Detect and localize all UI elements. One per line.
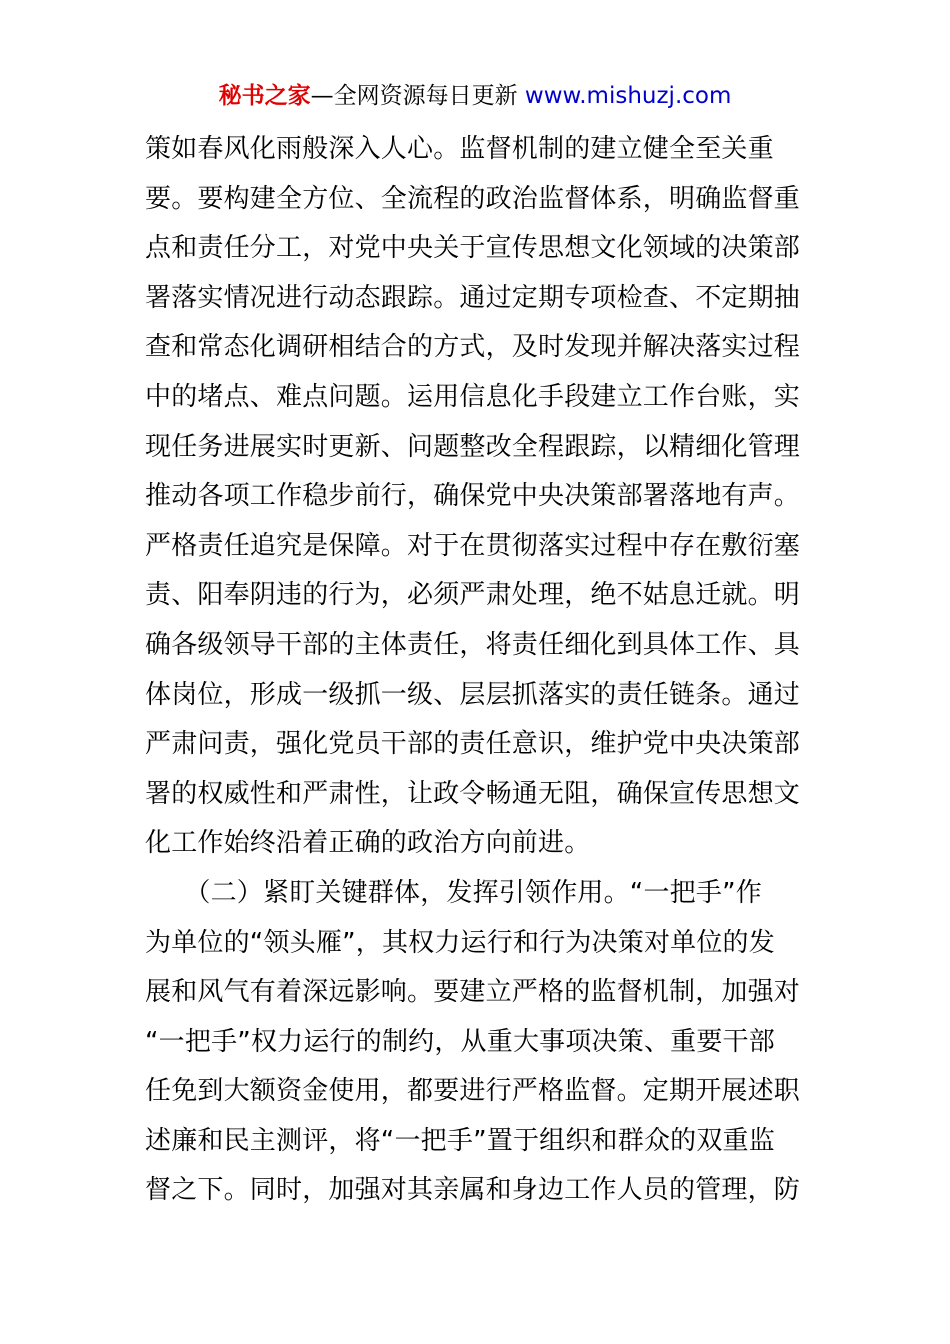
header-tagline: —全网资源每日更新 [310,83,518,109]
text-line: 点和责任分工，对党中央关于宣传思想文化领域的决策部 [145,233,801,264]
text-line: 展和风气有着深远影响。要建立严格的监督机制，加强对 [145,977,801,1008]
text-line: 中的堵点、难点问题。运用信息化手段建立工作台账，实 [145,381,801,412]
text-line: 严肃问责，强化党员干部的责任意识，维护党中央决策部 [145,729,801,760]
text-line: 确各级领导干部的主体责任，将责任细化到具体工作、具 [145,629,801,660]
text-line: 推动各项工作稳步前行，确保党中央决策部署落地有声。 [145,481,801,512]
text-line: 查和常态化调研相结合的方式，及时发现并解决落实过程 [145,332,801,363]
text-line: （二）紧盯关键群体，发挥引领作用。“一把手”作 [145,877,762,908]
text-line: 要。要构建全方位、全流程的政治监督体系，明确监督重 [145,183,801,214]
text-line: 为单位的“领头雁”，其权力运行和行为决策对单位的发 [145,927,775,958]
document-body [145,125,825,1216]
text-line: 任免到大额资金使用，都要进行严格监督。定期开展述职 [145,1076,801,1107]
header-url-link[interactable]: www.mishuzj.com [524,83,732,109]
text-line: 化工作始终沿着正确的政治方向前进。 [145,828,591,859]
text-line: 署落实情况进行动态跟踪。通过定期专项检查、不定期抽 [145,282,801,313]
text-line: 体岗位，形成一级抓一级、层层抓落实的责任链条。通过 [145,679,801,710]
text-line: 述廉和民主测评，将“一把手”置于组织和群众的双重监 [145,1125,775,1156]
text-line: 策如春风化雨般深入人心。监督机制的建立健全至关重 [145,134,774,164]
page-header [0,80,950,112]
text-line: 署的权威性和严肃性，让政令畅通无阻，确保宣传思想文 [145,778,801,809]
text-line: 责、阳奉阴违的行为，必须严肃处理，绝不姑息迁就。明 [145,580,801,611]
text-line: 现任务进展实时更新、问题整改全程跟踪，以精细化管理 [145,431,801,462]
text-line: 严格责任追究是保障。对于在贯彻落实过程中存在敷衍塞 [145,530,801,561]
text-line: 督之下。同时，加强对其亲属和身边工作人员的管理，防 [145,1175,801,1206]
text-line: “一把手”权力运行的制约，从重大事项决策、重要干部 [145,1026,775,1057]
brand-name: 秘书之家 [218,83,311,109]
